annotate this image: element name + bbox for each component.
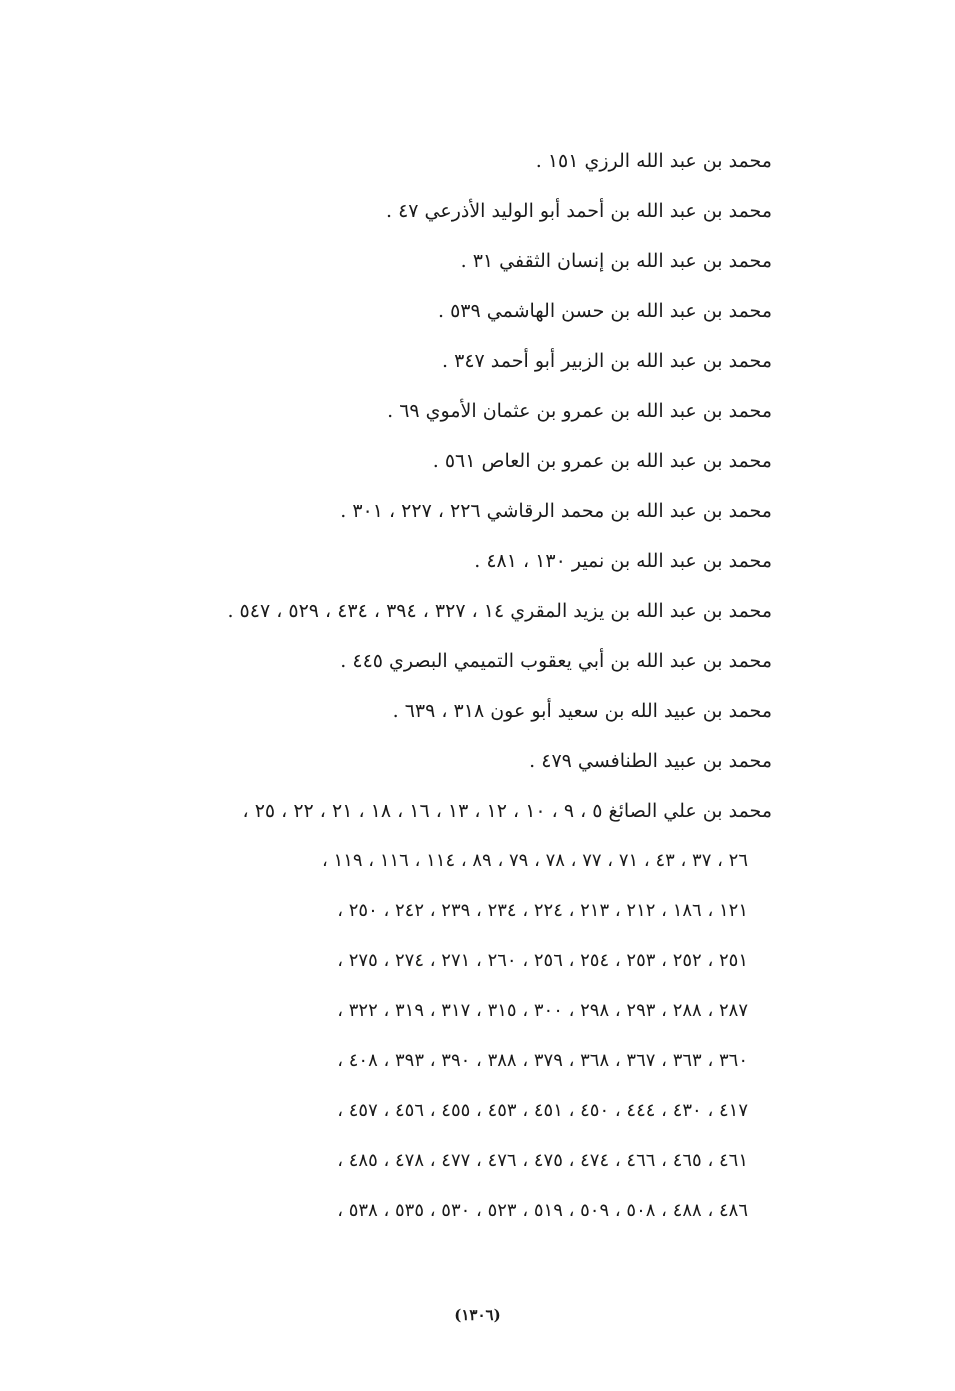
index-continuation-line: ٢٥١ ، ٢٥٢ ، ٢٥٣ ، ٢٥٤ ، ٢٥٦ ، ٢٦٠ ، ٢٧١ ، ٢٧٤ ، ٢٧٥ ،: [337, 950, 748, 971]
index-entry: محمد بن عبد الله بن أحمد أبو الوليد الأذرعي ٤٧ .: [385, 200, 772, 222]
index-entry: محمد بن علي الصائغ ٥ ، ٩ ، ١٠ ، ١٢ ، ١٣ ، ١٦ ، ١٨ ، ٢١ ، ٢٢ ، ٢٥ ،: [242, 800, 772, 822]
index-entry: محمد بن عبد الله الرزي ١٥١ .: [535, 150, 772, 172]
index-entry: محمد بن عبد الله بن أبي يعقوب التميمي البصري ٤٤٥ .: [340, 650, 772, 672]
index-continuation-line: ٢٦ ، ٣٧ ، ٤٣ ، ٧١ ، ٧٧ ، ٧٨ ، ٧٩ ، ٨٩ ، ١١٤ ، ١١٦ ، ١١٩ ،: [322, 850, 748, 871]
index-entry: محمد بن عبد الله بن يزيد المقري ١٤ ، ٣٢٧ ، ٣٩٤ ، ٤٣٤ ، ٥٢٩ ، ٥٤٧ .: [227, 600, 772, 622]
index-entry: محمد بن عبد الله بن الزبير أبو أحمد ٣٤٧ .: [442, 350, 772, 372]
index-entry: محمد بن عبد الله بن نمير ١٣٠ ، ٤٨١ .: [474, 550, 772, 572]
name-index-list: [112, 136, 772, 1236]
index-continuation-line: ٣٦٠ ، ٣٦٣ ، ٣٦٧ ، ٣٦٨ ، ٣٧٩ ، ٣٨٨ ، ٣٩٠ ، ٣٩٣ ، ٤٠٨ ،: [337, 1050, 748, 1071]
index-entry: محمد بن عبد الله بن عمرو بن عثمان الأموي ٦٩ .: [387, 400, 772, 422]
index-continuation-line: ٤٦١ ، ٤٦٥ ، ٤٦٦ ، ٤٧٤ ، ٤٧٥ ، ٤٧٦ ، ٤٧٧ ، ٤٧٨ ، ٤٨٥ ،: [337, 1150, 748, 1171]
index-entry: محمد بن عبيد الله بن سعيد أبو عون ٣١٨ ، ٦٣٩ .: [392, 700, 772, 722]
index-entry: محمد بن عبد الله بن إنسان الثقفي ٣١ .: [460, 250, 772, 272]
index-continuation-line: ٤١٧ ، ٤٣٠ ، ٤٤٤ ، ٤٥٠ ، ٤٥١ ، ٤٥٣ ، ٤٥٥ ، ٤٥٦ ، ٤٥٧ ،: [337, 1100, 748, 1121]
page-number: (١٣٠٦): [454, 1306, 501, 1324]
index-entry: محمد بن عبد الله بن عمرو بن العاص ٥٦١ .: [432, 450, 772, 472]
index-continuation-line: ١٢١ ، ١٨٦ ، ٢١٢ ، ٢١٣ ، ٢٢٤ ، ٢٣٤ ، ٢٣٩ ، ٢٤٢ ، ٢٥٠ ،: [337, 900, 748, 921]
index-entry: محمد بن عبد الله بن حسن الهاشمي ٥٣٩ .: [438, 300, 772, 322]
index-continuation-line: ٤٨٦ ، ٤٨٨ ، ٥٠٨ ، ٥٠٩ ، ٥١٩ ، ٥٢٣ ، ٥٣٠ ، ٥٣٥ ، ٥٣٨ ،: [337, 1200, 748, 1221]
index-entry: محمد بن عبيد الطنافسي ٤٧٩ .: [529, 750, 772, 772]
index-continuation-line: ٢٨٧ ، ٢٨٨ ، ٢٩٣ ، ٢٩٨ ، ٣٠٠ ، ٣١٥ ، ٣١٧ ، ٣١٩ ، ٣٢٢ ،: [337, 1000, 748, 1021]
index-entry: محمد بن عبد الله بن محمد الرقاشي ٢٢٦ ، ٢٢٧ ، ٣٠١ .: [340, 500, 772, 522]
